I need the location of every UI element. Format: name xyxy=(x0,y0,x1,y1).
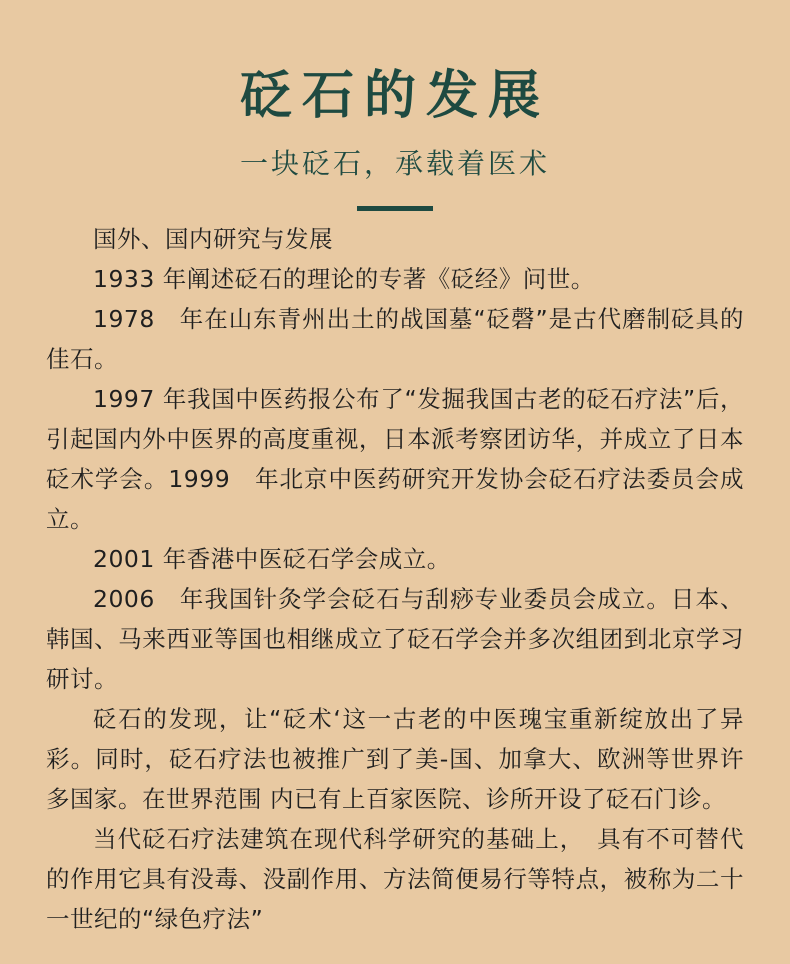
title-divider xyxy=(357,206,433,211)
paragraph-section-heading: 国外、国内研究与发展 xyxy=(93,225,333,253)
page-title: 砭石的发展 xyxy=(239,66,550,126)
article-body xyxy=(46,219,744,939)
paragraph-2001: 2001 年香港中医砭石学会成立。 xyxy=(93,545,451,573)
paragraph-1933: 1933 年阐述砭石的理论的专著《砭经》问世。 xyxy=(93,265,595,293)
page-subtitle: 一块砭石，承载着医术 xyxy=(239,147,550,180)
paragraph-2006: 2006 年我国针灸学会砭石与刮痧专业委员会成立。日本、韩国、马来西亚等国也相继成立了砭石学会并多次组团到北京学习研讨。 xyxy=(46,585,744,693)
paragraph-modern: 当代砭石疗法建筑在现代科学研究的基础上， 具有不可替代的作用它具有没毒、没副作用、方法简便易行等特点，被称为二十一世纪的“绿色疗法” xyxy=(46,825,744,933)
paragraph-1978: 1978 年在山东青州出土的战国墓“砭磬”是古代磨制砭具的佳石。 xyxy=(46,305,744,373)
paragraph-discovery: 砭石的发现，让“砭术‘这一古老的中医瑰宝重新绽放出了异彩。同时，砭石疗法也被推广到了美-国、加拿大、欧洲等世界许多国家。在世界范围 内已有上百家医院、诊所开设了砭石门诊。 xyxy=(46,705,744,813)
paragraph-1997: 1997 年我国中医药报公布了“发掘我国古老的砭石疗法”后，引起国内外中医界的高度重视，日本派考察团访华，并成立了日本砭术学会。1999 年北京中医药研究开发协会砭石疗法委员会成立。 xyxy=(46,385,744,533)
